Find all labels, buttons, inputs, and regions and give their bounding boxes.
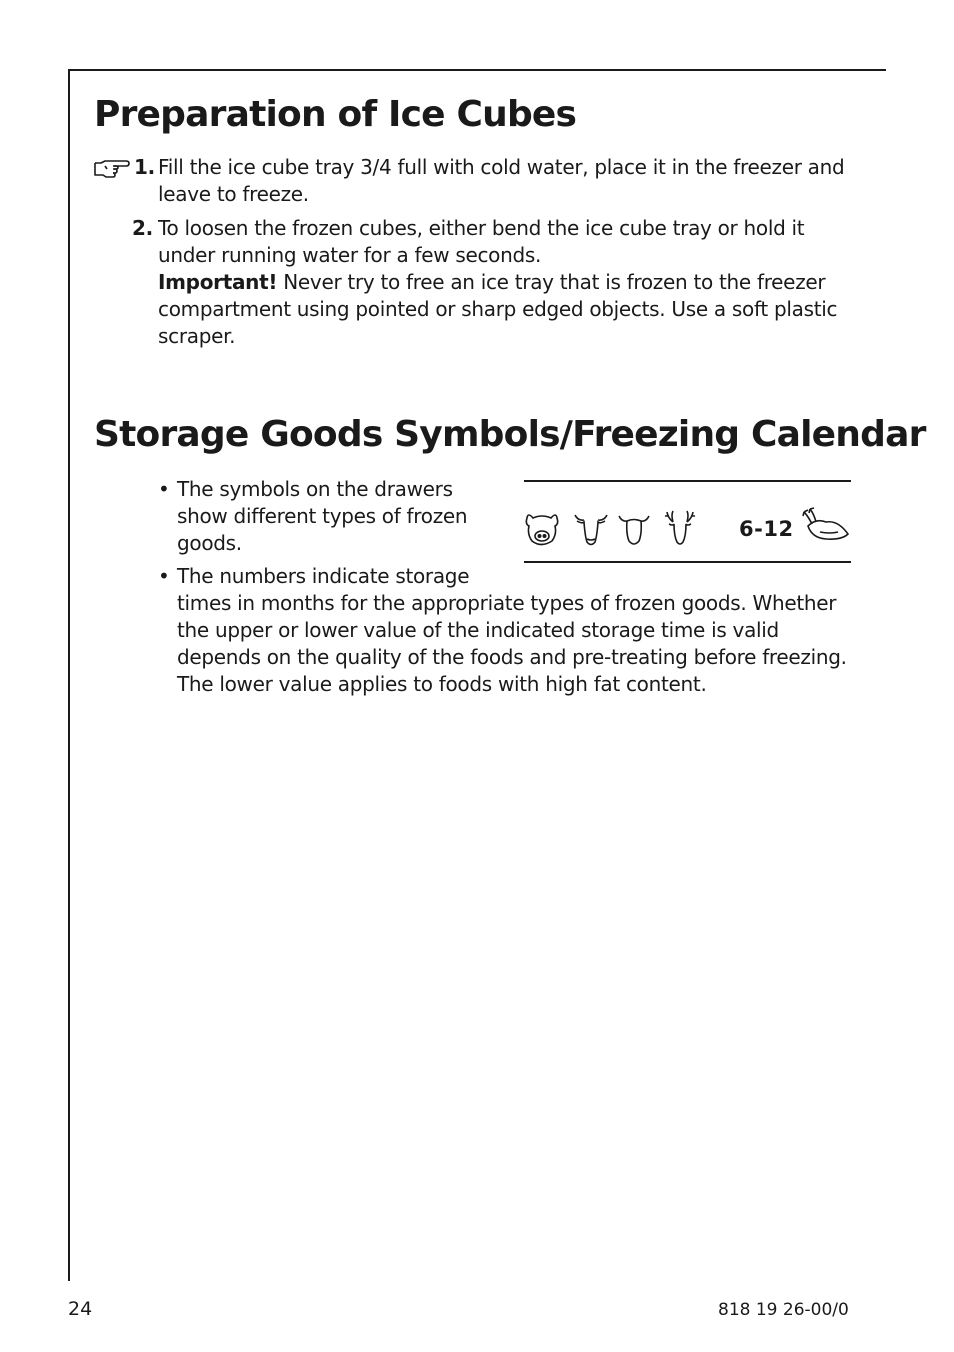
bullet-text-wrap (177, 563, 867, 698)
important-text: Never try to free an ice tray that is frozen to the freezer compartment using pointed or sharp edged objects. Use a soft plastic scraper. (158, 270, 838, 348)
step-2-number: 2. (132, 216, 153, 240)
storage-symbol-strip (524, 480, 851, 564)
bullet-text-line: The numbers indicate storage (177, 564, 470, 588)
step-2-text: To loosen the frozen cubes, either bend the ice cube tray or hold it under running water for a few seconds. (158, 216, 805, 267)
step-2-block (158, 215, 858, 350)
beef-icon (573, 512, 609, 548)
poultry-icon (802, 506, 852, 544)
hand-pointer-icon (93, 154, 131, 182)
step-1-number: 1. (134, 155, 155, 179)
bullet-marker: • (158, 564, 170, 588)
symbol-strip-top-rule (524, 480, 851, 482)
frame-top-rule (68, 69, 886, 71)
bullet-text: The symbols on the drawers show different types of frozen goods. (177, 477, 468, 555)
frame-left-rule (68, 69, 70, 1281)
section-title-storage-symbols: Storage Goods Symbols/Freezing Calendar (94, 414, 926, 455)
page-number: 24 (68, 1298, 93, 1320)
veal-icon (616, 512, 652, 548)
section-title-ice-cubes: Preparation of Ice Cubes (94, 94, 577, 135)
storage-range-label: 6-12 (739, 517, 794, 541)
important-label: Important! (158, 270, 278, 294)
bullet-text-rest: times in months for the appropriate types of frozen goods. Whether the upper or lower value of the indicated storage time is valid depends on the quality of the foods and pre-treating before freezing. The lower value applies to foods with high fat content. (177, 591, 847, 696)
important-note (158, 269, 858, 350)
document-number: 818 19 26-00/0 (718, 1300, 849, 1320)
symbol-strip-bottom-rule (524, 561, 851, 563)
bullet-text (177, 563, 867, 698)
bullet-marker: • (158, 477, 170, 501)
pig-icon (524, 510, 560, 548)
step-1-text: Fill the ice cube tray 3/4 full with cold water, place it in the freezer and leave to freeze. (158, 155, 845, 206)
venison-icon (662, 510, 698, 548)
